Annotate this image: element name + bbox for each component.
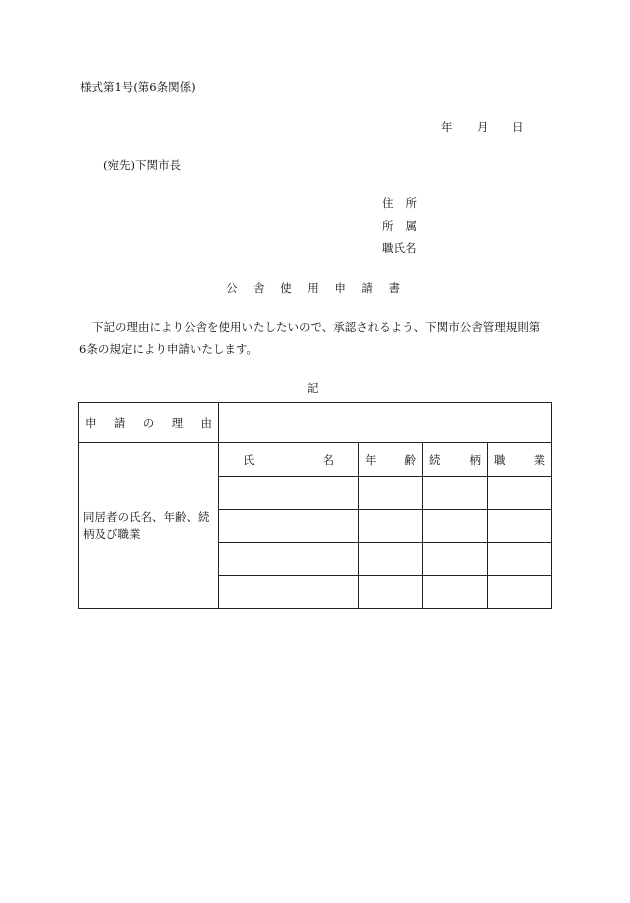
header-name: 氏 名 xyxy=(243,452,334,467)
body-text-line-2: 6条の規定により申請いたします。 xyxy=(79,342,258,356)
form-number: 様式第1号(第6条関係) xyxy=(80,80,196,94)
header-age: 年 齢 xyxy=(365,452,416,467)
cohabitant-age-cell[interactable] xyxy=(359,576,423,609)
cohabitant-name-cell[interactable] xyxy=(219,543,359,576)
cohabitant-occupation-cell[interactable] xyxy=(488,543,552,576)
spread-text: 所 属 xyxy=(382,219,417,233)
cohabitant-occupation-cell[interactable] xyxy=(488,576,552,609)
reason-label-cell xyxy=(79,403,219,443)
cohabitants-label: 同居者の氏名、年齢、続柄及び職業 xyxy=(83,509,210,541)
body-text-line-1: 下記の理由により公舎を使用いたしたいので、承認されるよう、下関市公舎管理規則第 xyxy=(92,320,541,334)
header-age-cell xyxy=(359,443,423,477)
cohabitant-relation-cell[interactable] xyxy=(423,576,488,609)
cohabitant-age-cell[interactable] xyxy=(359,477,423,510)
reason-row xyxy=(79,403,552,443)
cohabitants-label-cell xyxy=(79,443,219,609)
header-relation: 続 柄 xyxy=(429,452,481,467)
cohabitant-name-cell[interactable] xyxy=(219,576,359,609)
header-relation-cell xyxy=(423,443,488,477)
date-month: 月 xyxy=(477,120,489,134)
cohabitant-name-cell[interactable] xyxy=(219,510,359,543)
ki-heading: 記 xyxy=(307,381,319,395)
spread-text: 職氏名 xyxy=(382,241,417,255)
document-title xyxy=(226,283,400,295)
cohabitant-relation-cell[interactable] xyxy=(423,477,488,510)
applicant-name-label xyxy=(382,243,417,255)
cohabitant-name-cell[interactable] xyxy=(219,477,359,510)
spread-text: 公 舎 使 用 申 請 書 xyxy=(226,281,400,295)
cohabitant-age-cell[interactable] xyxy=(359,543,423,576)
date-year: 年 xyxy=(441,120,453,134)
cohabitant-occupation-cell[interactable] xyxy=(488,477,552,510)
cohabitant-age-cell[interactable] xyxy=(359,510,423,543)
cohabitant-header-row xyxy=(79,443,552,477)
applicant-affiliation-label xyxy=(382,221,417,233)
header-occupation-cell xyxy=(488,443,552,477)
cohabitant-relation-cell[interactable] xyxy=(423,510,488,543)
date-day: 日 xyxy=(512,120,524,134)
reason-label: 申 請 の 理 由 xyxy=(85,415,212,430)
header-name-cell xyxy=(219,443,359,477)
addressee: (宛先)下関市長 xyxy=(103,158,181,172)
reason-value-cell[interactable] xyxy=(219,403,552,443)
cohabitant-relation-cell[interactable] xyxy=(423,543,488,576)
cohabitant-occupation-cell[interactable] xyxy=(488,510,552,543)
application-table xyxy=(78,402,552,609)
header-occupation: 職 業 xyxy=(494,452,545,467)
applicant-address-label xyxy=(382,198,417,210)
spread-text: 住 所 xyxy=(382,196,417,210)
